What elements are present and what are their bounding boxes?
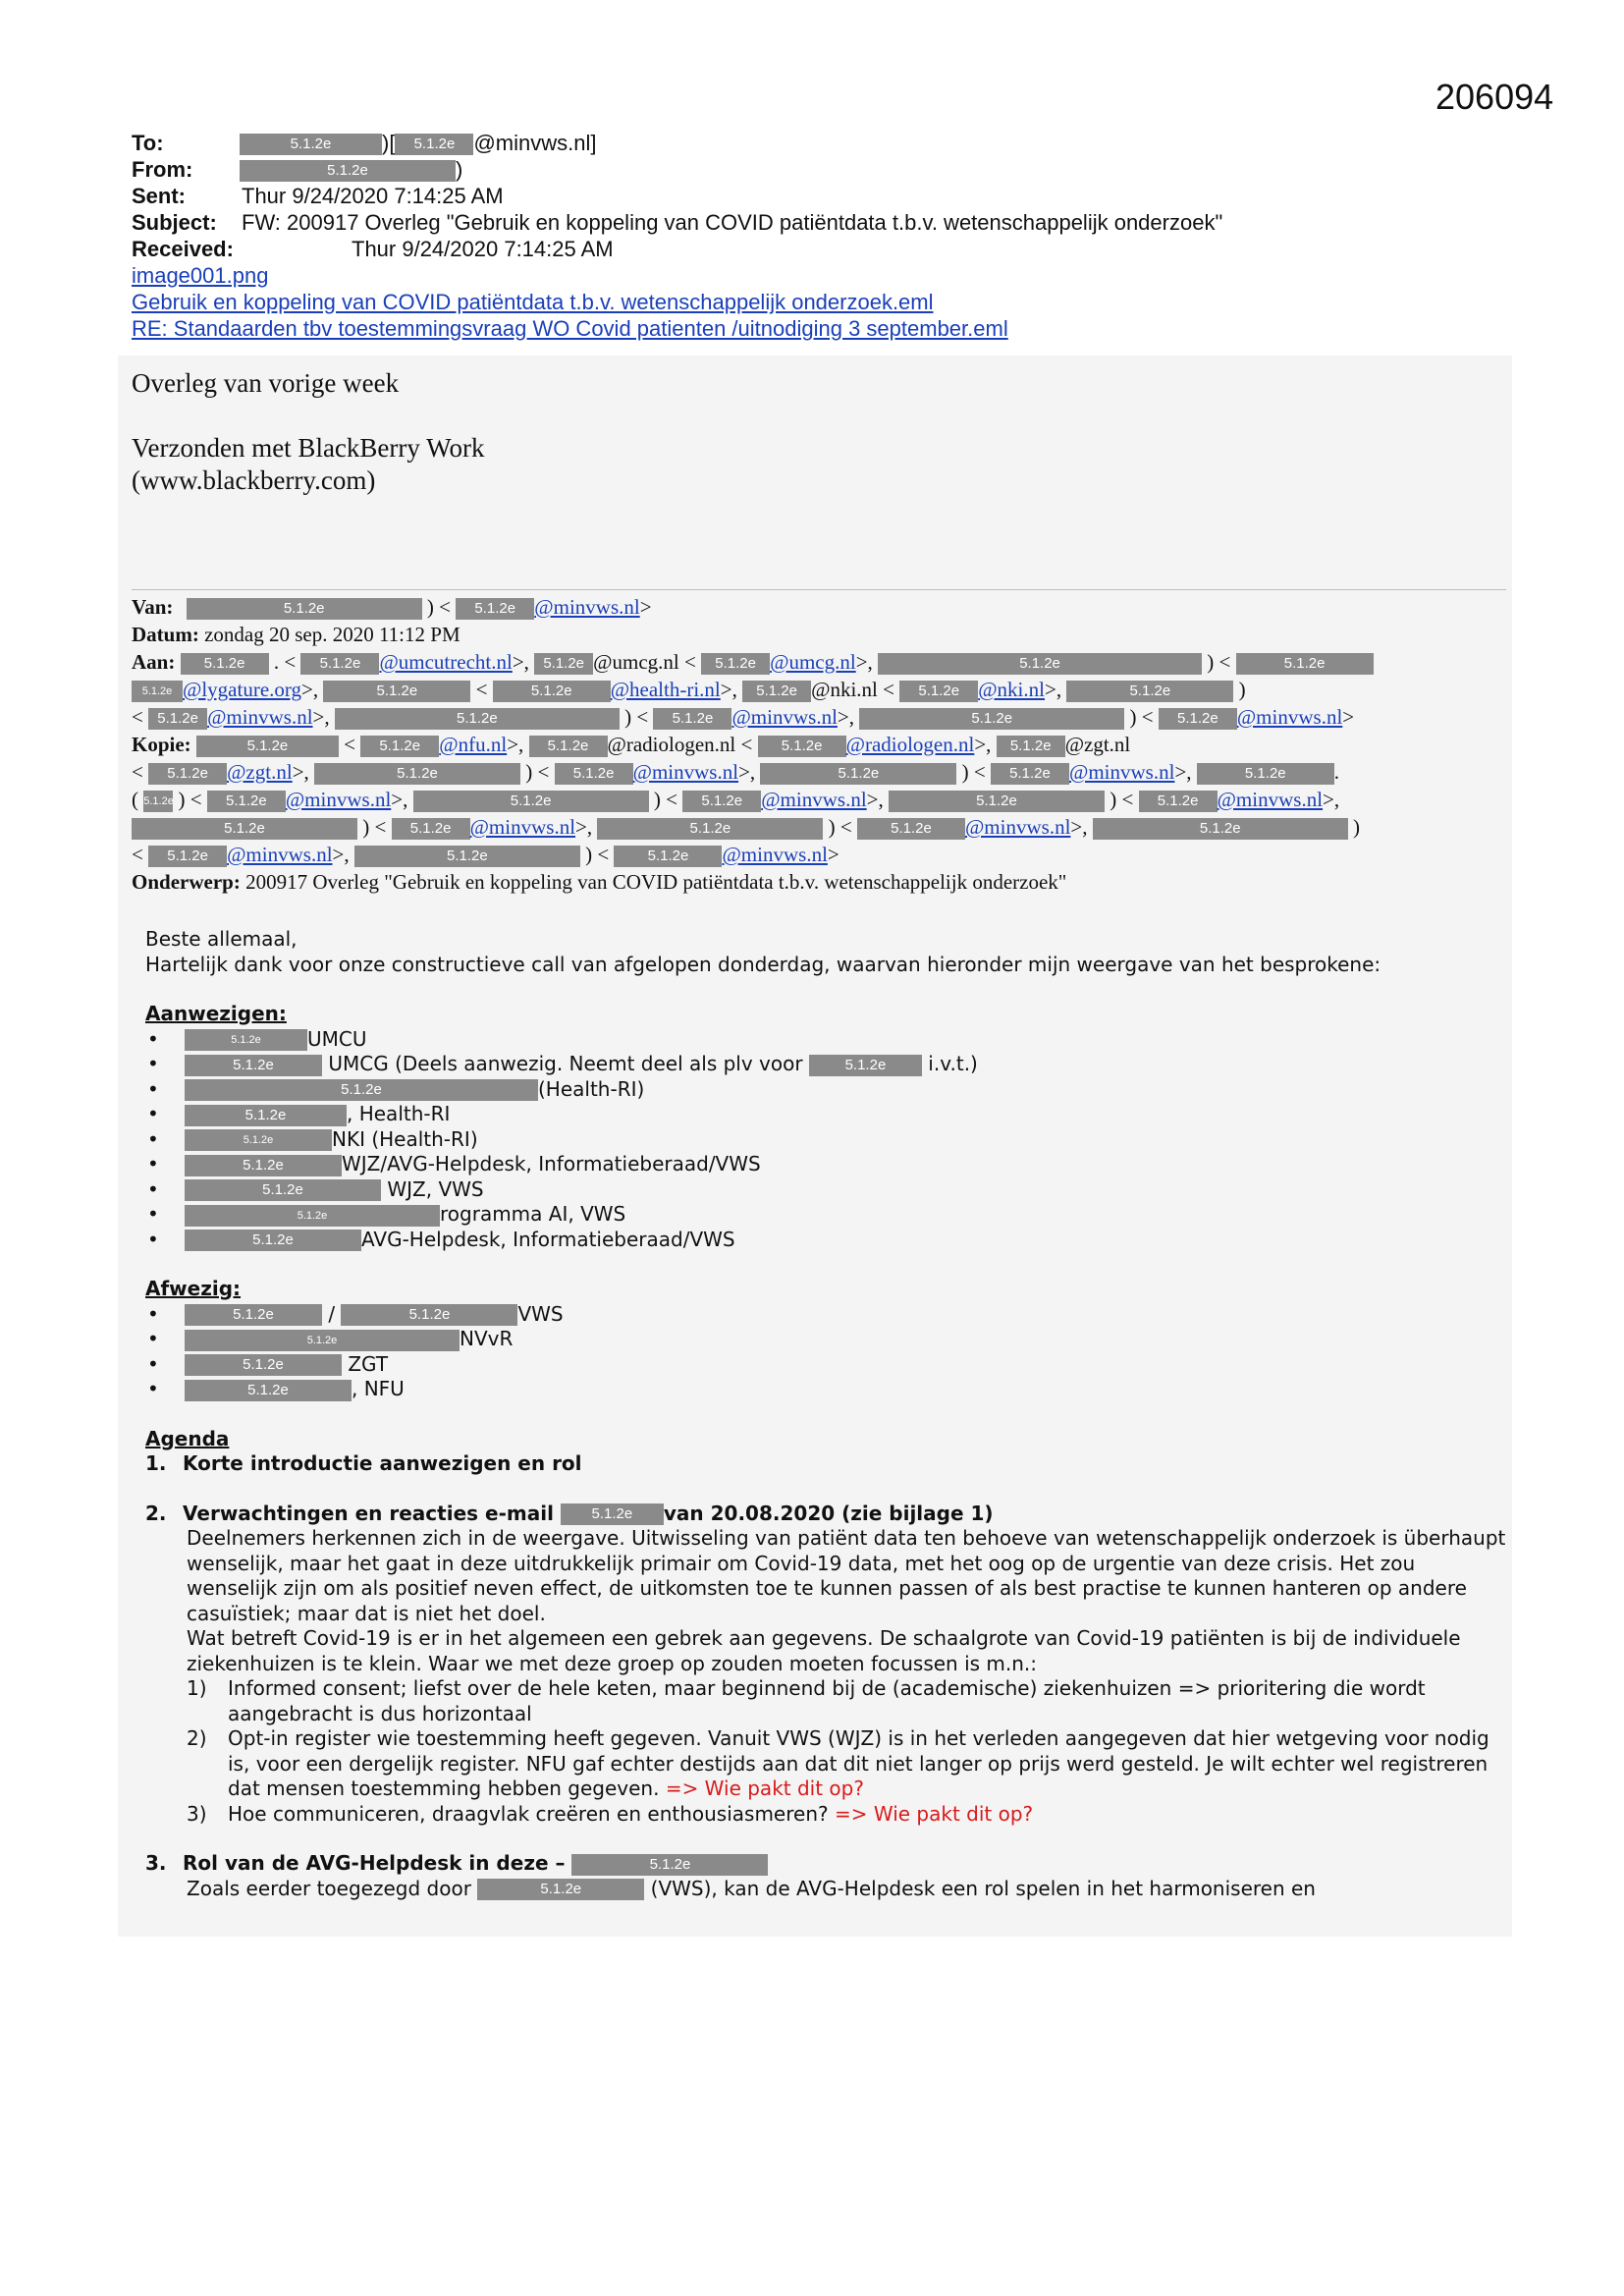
redaction: 5.1.2e <box>185 1380 352 1401</box>
kopie-row-2: < 5.1.2e @zgt.nl>, 5.1.2e ) < 5.1.2e @minvws.nl>, 5.1.2e ) < 5.1.2e @minvws.nl>, 5.1.2e . <box>132 760 1340 784</box>
redaction: 5.1.2e <box>185 1330 460 1351</box>
redaction: 5.1.2e <box>477 1879 644 1900</box>
email-link[interactable]: @nfu.nl <box>439 733 508 756</box>
redaction: 5.1.2e <box>456 598 534 620</box>
redaction: 5.1.2e <box>859 708 1124 730</box>
redaction: 5.1.2e <box>571 1854 768 1876</box>
email-link[interactable]: @minvws.nl <box>1236 705 1343 729</box>
attachment-link[interactable]: RE: Standaarden tbv toestemmingsvraag WO Covid patienten /uitnodiging 3 september.eml <box>132 316 1008 341</box>
absent-heading: Afwezig: <box>145 1277 242 1300</box>
redaction: 5.1.2e <box>185 1079 538 1101</box>
forwarded-header <box>132 593 1506 896</box>
agenda-item-2: 2. Verwachtingen en reacties e-mail 5.1.2e van 20.08.2020 (zie bijlage 1) <box>145 1501 994 1525</box>
redaction: 5.1.2e <box>758 736 846 757</box>
email-link[interactable]: @minvws.nl <box>761 788 867 811</box>
redaction: 5.1.2e <box>878 653 1202 675</box>
redaction: 5.1.2e <box>360 736 439 757</box>
sub-item-2: 2) Opt-in register wie toestemming heeft gegeven. Vanuit VWS (WJZ) is in het verleden aangegeven dat hier wetgeving voor nodig is, voor een dergelijk register. NFU gaf echter destijds aan dat dit niet langer op prijs werd gesteld. Je wilt echter wel registreren dat mensen toestemming hebben gegeven. => Wie pakt dit op? <box>187 1726 1489 1800</box>
from-close: ) <box>456 157 463 182</box>
agenda-item-3: 3. Rol van de AVG-Helpdesk in deze – 5.1.2e <box>145 1851 1510 1877</box>
redaction: 5.1.2e <box>991 763 1069 785</box>
agenda-item-1: 1. Korte introductie aanwezigen en rol <box>145 1451 582 1475</box>
datum-value: zondag 20 sep. 2020 11:12 PM <box>204 623 460 646</box>
sent-row <box>132 183 1487 209</box>
onderwerp-row <box>132 868 1506 896</box>
email-link[interactable]: @zgt.nl <box>227 760 293 784</box>
redaction: 5.1.2e <box>148 708 207 730</box>
redaction: 5.1.2e <box>207 791 286 812</box>
email-link[interactable]: @minvws.nl <box>285 788 392 811</box>
list-item: • 5.1.2e , Health-RI <box>145 1102 1510 1127</box>
kopie-row-4: 5.1.2e ) < 5.1.2e @minvws.nl>, 5.1.2e ) < 5.1.2e @minvws.nl>, 5.1.2e ) <box>132 813 1506 841</box>
email-link[interactable]: @minvws.nl <box>964 815 1071 839</box>
aan-row-2: 5.1.2e @lygature.org>, 5.1.2e < 5.1.2e @health-ri.nl>, 5.1.2e @nki.nl < 5.1.2e @nki.nl>, 5.1.2e ) <box>132 676 1506 703</box>
redaction: 5.1.2e <box>1066 681 1233 702</box>
datum-label: Datum: <box>132 623 199 646</box>
kopie-row: Kopie: 5.1.2e < 5.1.2e @nfu.nl>, 5.1.2e @radiologen.nl < 5.1.2e @radiologen.nl>, 5.1.2e @zgt.nl <box>132 733 1131 756</box>
aan-label: Aan: <box>132 650 176 674</box>
redaction: 5.1.2e <box>493 681 611 702</box>
list-item: • 5.1.2e / 5.1.2e VWS <box>145 1302 1510 1328</box>
redaction: 5.1.2e <box>701 653 770 675</box>
redaction: 5.1.2e <box>335 708 620 730</box>
list-item: • 5.1.2e UMCU <box>145 1027 1510 1053</box>
email-link[interactable]: @minvws.nl <box>207 705 313 729</box>
redaction: 5.1.2e <box>392 818 470 840</box>
redaction: 5.1.2e <box>196 736 339 757</box>
signature-url: (www.blackberry.com) <box>132 465 376 495</box>
attachment-link[interactable]: image001.png <box>132 263 269 288</box>
list-item: • 5.1.2e , NFU <box>145 1377 1510 1402</box>
redaction: 5.1.2e <box>529 736 608 757</box>
redaction: 5.1.2e <box>997 736 1065 757</box>
redaction: 5.1.2e <box>413 791 649 812</box>
email-text: @nki.nl <box>811 678 878 701</box>
agenda-item-3-text: Zoals eerder toegezegd door 5.1.2e (VWS), kan de AVG-Helpdesk een rol spelen in het harmoniseren en <box>187 1876 1316 1900</box>
redaction: 5.1.2e <box>341 1304 517 1326</box>
redaction: 5.1.2e <box>857 818 965 840</box>
email-header <box>132 130 1487 342</box>
to-label: To: <box>132 131 164 155</box>
divider <box>132 589 1506 590</box>
redaction: 5.1.2e <box>185 1354 342 1376</box>
email-link[interactable]: @minvws.nl <box>632 760 739 784</box>
from-label: From: <box>132 157 193 182</box>
email-link[interactable]: @minvws.nl <box>1069 760 1175 784</box>
redaction: 5.1.2e <box>148 846 227 867</box>
email-link[interactable]: @minvws.nl <box>227 843 333 866</box>
aan-row-3: < 5.1.2e @minvws.nl>, 5.1.2e ) < 5.1.2e @minvws.nl>, 5.1.2e ) < 5.1.2e @minvws.nl> <box>132 705 1355 729</box>
redaction: 5.1.2e <box>185 1179 381 1201</box>
email-link[interactable]: @umcg.nl <box>770 650 856 674</box>
attachment-link[interactable]: Gebruik en koppeling van COVID patiëntdata t.b.v. wetenschappelijk onderzoek.eml <box>132 290 934 314</box>
email-text: @zgt.nl <box>1064 733 1131 756</box>
onderwerp-value: 200917 Overleg "Gebruik en koppeling van COVID patiëntdata t.b.v. wetenschappelijk onderzoek" <box>245 870 1067 894</box>
redaction: 5.1.2e <box>614 846 722 867</box>
redaction: 5.1.2e <box>760 763 956 785</box>
redaction: 5.1.2e <box>899 681 978 702</box>
email-link[interactable]: @minvws.nl <box>722 843 828 866</box>
redaction: 5.1.2e <box>314 763 520 785</box>
to-domain: @minvws.nl] <box>473 131 597 155</box>
sent-label: Sent: <box>132 184 186 208</box>
email-link[interactable]: @radiologen.nl <box>845 733 975 756</box>
document-id: 206094 <box>1435 77 1554 117</box>
email-link[interactable]: @minvws.nl <box>534 595 640 619</box>
subject-label: Subject: <box>132 210 217 235</box>
redaction: 5.1.2e <box>132 681 183 702</box>
received-label: Received: <box>132 237 234 261</box>
redaction: 5.1.2e <box>1139 791 1218 812</box>
kopie-label: Kopie: <box>132 733 191 756</box>
redaction: 5.1.2e <box>148 763 227 785</box>
redaction: 5.1.2e <box>132 818 357 840</box>
sub-item-3: 3) Hoe communiceren, draagvlak creëren en enthousiasmeren? => Wie pakt dit op? <box>187 1801 1034 1826</box>
sub-item-1: 1) Informed consent; liefst over de hele keten, maar beginnend bij de (academische) ziekenhuizen => prioritering die wordt aangebracht is dus horizontaal <box>187 1676 1426 1725</box>
redaction: 5.1.2e <box>534 653 593 675</box>
redaction: 5.1.2e <box>1159 708 1237 730</box>
present-heading: Aanwezigen: <box>145 1002 287 1025</box>
redaction: 5.1.2e <box>682 791 761 812</box>
redaction: 5.1.2e <box>323 681 470 702</box>
list-item: • 5.1.2e AVG-Helpdesk, Informatieberaad/VWS <box>145 1228 1510 1253</box>
redaction: 5.1.2e <box>185 1155 342 1176</box>
redaction: 5.1.2e <box>185 1205 440 1227</box>
redaction: 5.1.2e <box>1197 763 1334 785</box>
email-text: @radiologen.nl <box>607 733 736 756</box>
redaction: 5.1.2e <box>1236 653 1374 675</box>
redaction: 5.1.2e <box>185 1029 307 1051</box>
list-item: • 5.1.2e (Health-RI) <box>145 1077 1510 1103</box>
agenda-item-2-text: Wat betreft Covid-19 is er in het algemeen een gebrek aan gegevens. De schaalgrote van Covid-19 patiënten is bij de individuele ziekenhuizen is te klein. Waar we met deze groep op zouden moeten focussen is m.n.: <box>187 1626 1461 1675</box>
redaction: 5.1.2e <box>240 160 456 182</box>
list-item: • 5.1.2e NKI (Health-RI) <box>145 1127 1510 1153</box>
email-link[interactable]: @minvws.nl <box>469 815 576 839</box>
from-row <box>132 156 1487 183</box>
redaction: 5.1.2e <box>1093 818 1348 840</box>
message-body <box>145 927 1510 1901</box>
intro-message <box>132 367 484 497</box>
datum-row <box>132 621 1506 648</box>
subject-value: FW: 200917 Overleg "Gebruik en koppeling van COVID patiëntdata t.b.v. wetenschappelijk onderzoek" <box>242 210 1223 235</box>
onderwerp-label: Onderwerp: <box>132 870 241 894</box>
to-row <box>132 130 1487 156</box>
list-item: • 5.1.2e NVvR <box>145 1327 1510 1352</box>
received-value: Thur 9/24/2020 7:14:25 AM <box>352 237 614 261</box>
redaction: 5.1.2e <box>809 1055 922 1076</box>
redaction: 5.1.2e <box>354 846 580 867</box>
redaction: 5.1.2e <box>742 681 811 702</box>
aan-row: Aan: 5.1.2e . < 5.1.2e @umcutrecht.nl>, 5.1.2e @umcg.nl < 5.1.2e @umcg.nl>, 5.1.2e ) < 5.1.2e <box>132 648 1506 676</box>
thanks-line: Hartelijk dank voor onze constructieve call van afgelopen donderdag, waarvan hieronder mijn weergave van het besprokene: <box>145 952 1381 976</box>
to-separator: )[ <box>382 131 396 155</box>
received-row <box>132 236 1487 262</box>
redaction: 5.1.2e <box>597 818 823 840</box>
sent-value: Thur 9/24/2020 7:14:25 AM <box>242 184 504 208</box>
agenda-item-2-text: Deelnemers herkennen zich in de weergave. Uitwisseling van patiënt data ten behoeve van wetenschappelijk onderzoek is überhaupt wenselijk, maar het gaat in deze uitdrukkelijk primair om Covid-19 data, met het oog op de urgentie van deze crisis. Het zou wenselijk zijn om als positief neven effect, de uitkomsten toe te kunnen passen of als best practise te kunnen hanteren op andere casuïstiek; maar dat is niet het doel. <box>187 1526 1506 1625</box>
redaction: 5.1.2e <box>185 1055 322 1076</box>
redaction: 5.1.2e <box>240 134 382 155</box>
list-item: • 5.1.2e WJZ/AVG-Helpdesk, Informatieberaad/VWS <box>145 1152 1510 1177</box>
greeting: Beste allemaal, <box>145 927 298 951</box>
action-note: => Wie pakt dit op? <box>665 1777 864 1800</box>
list-item: • 5.1.2e ZGT <box>145 1352 1510 1378</box>
email-text: @umcg.nl <box>593 650 679 674</box>
signature-line: Verzonden met BlackBerry Work <box>132 433 485 463</box>
kopie-row-3: ( 5.1.2e ) < 5.1.2e @minvws.nl>, 5.1.2e ) < 5.1.2e @minvws.nl>, 5.1.2e ) < 5.1.2e @minvws.nl>, <box>132 788 1340 811</box>
email-link[interactable]: @lygature.org <box>183 678 302 701</box>
redaction: 5.1.2e <box>889 791 1105 812</box>
redaction: 5.1.2e <box>555 763 633 785</box>
email-link[interactable]: @health-ri.nl <box>610 678 721 701</box>
redaction: 5.1.2e <box>185 1304 322 1326</box>
van-row: Van: 5.1.2e ) < 5.1.2e @minvws.nl> <box>132 595 652 619</box>
redaction: 5.1.2e <box>181 653 269 675</box>
list-item: • 5.1.2e WJZ, VWS <box>145 1177 1510 1203</box>
redaction: 5.1.2e <box>653 708 731 730</box>
redaction: 5.1.2e <box>395 134 473 155</box>
email-link[interactable]: @minvws.nl <box>1217 788 1324 811</box>
redaction: 5.1.2e <box>561 1503 664 1525</box>
list-item: • 5.1.2e UMCG (Deels aanwezig. Neemt deel als plv voor 5.1.2e i.v.t.) <box>145 1052 1510 1077</box>
kopie-row-5: < 5.1.2e @minvws.nl>, 5.1.2e ) < 5.1.2e @minvws.nl> <box>132 843 839 866</box>
redaction: 5.1.2e <box>187 598 422 620</box>
intro-line: Overleg van vorige week <box>132 368 400 398</box>
agenda-heading: Agenda <box>145 1426 230 1450</box>
email-link[interactable]: @minvws.nl <box>731 705 838 729</box>
redaction: 5.1.2e <box>185 1105 347 1126</box>
email-link[interactable]: @nki.nl <box>978 678 1045 701</box>
van-label: Van: <box>132 595 174 619</box>
redaction: 5.1.2e <box>185 1129 332 1151</box>
list-item: • 5.1.2e rogramma AI, VWS <box>145 1202 1510 1228</box>
action-note: => Wie pakt dit op? <box>834 1801 1034 1826</box>
redaction: 5.1.2e <box>143 791 173 812</box>
redaction: 5.1.2e <box>185 1230 361 1251</box>
subject-row <box>132 209 1487 236</box>
redaction: 5.1.2e <box>300 653 379 675</box>
email-link[interactable]: @umcutrecht.nl <box>379 650 513 674</box>
